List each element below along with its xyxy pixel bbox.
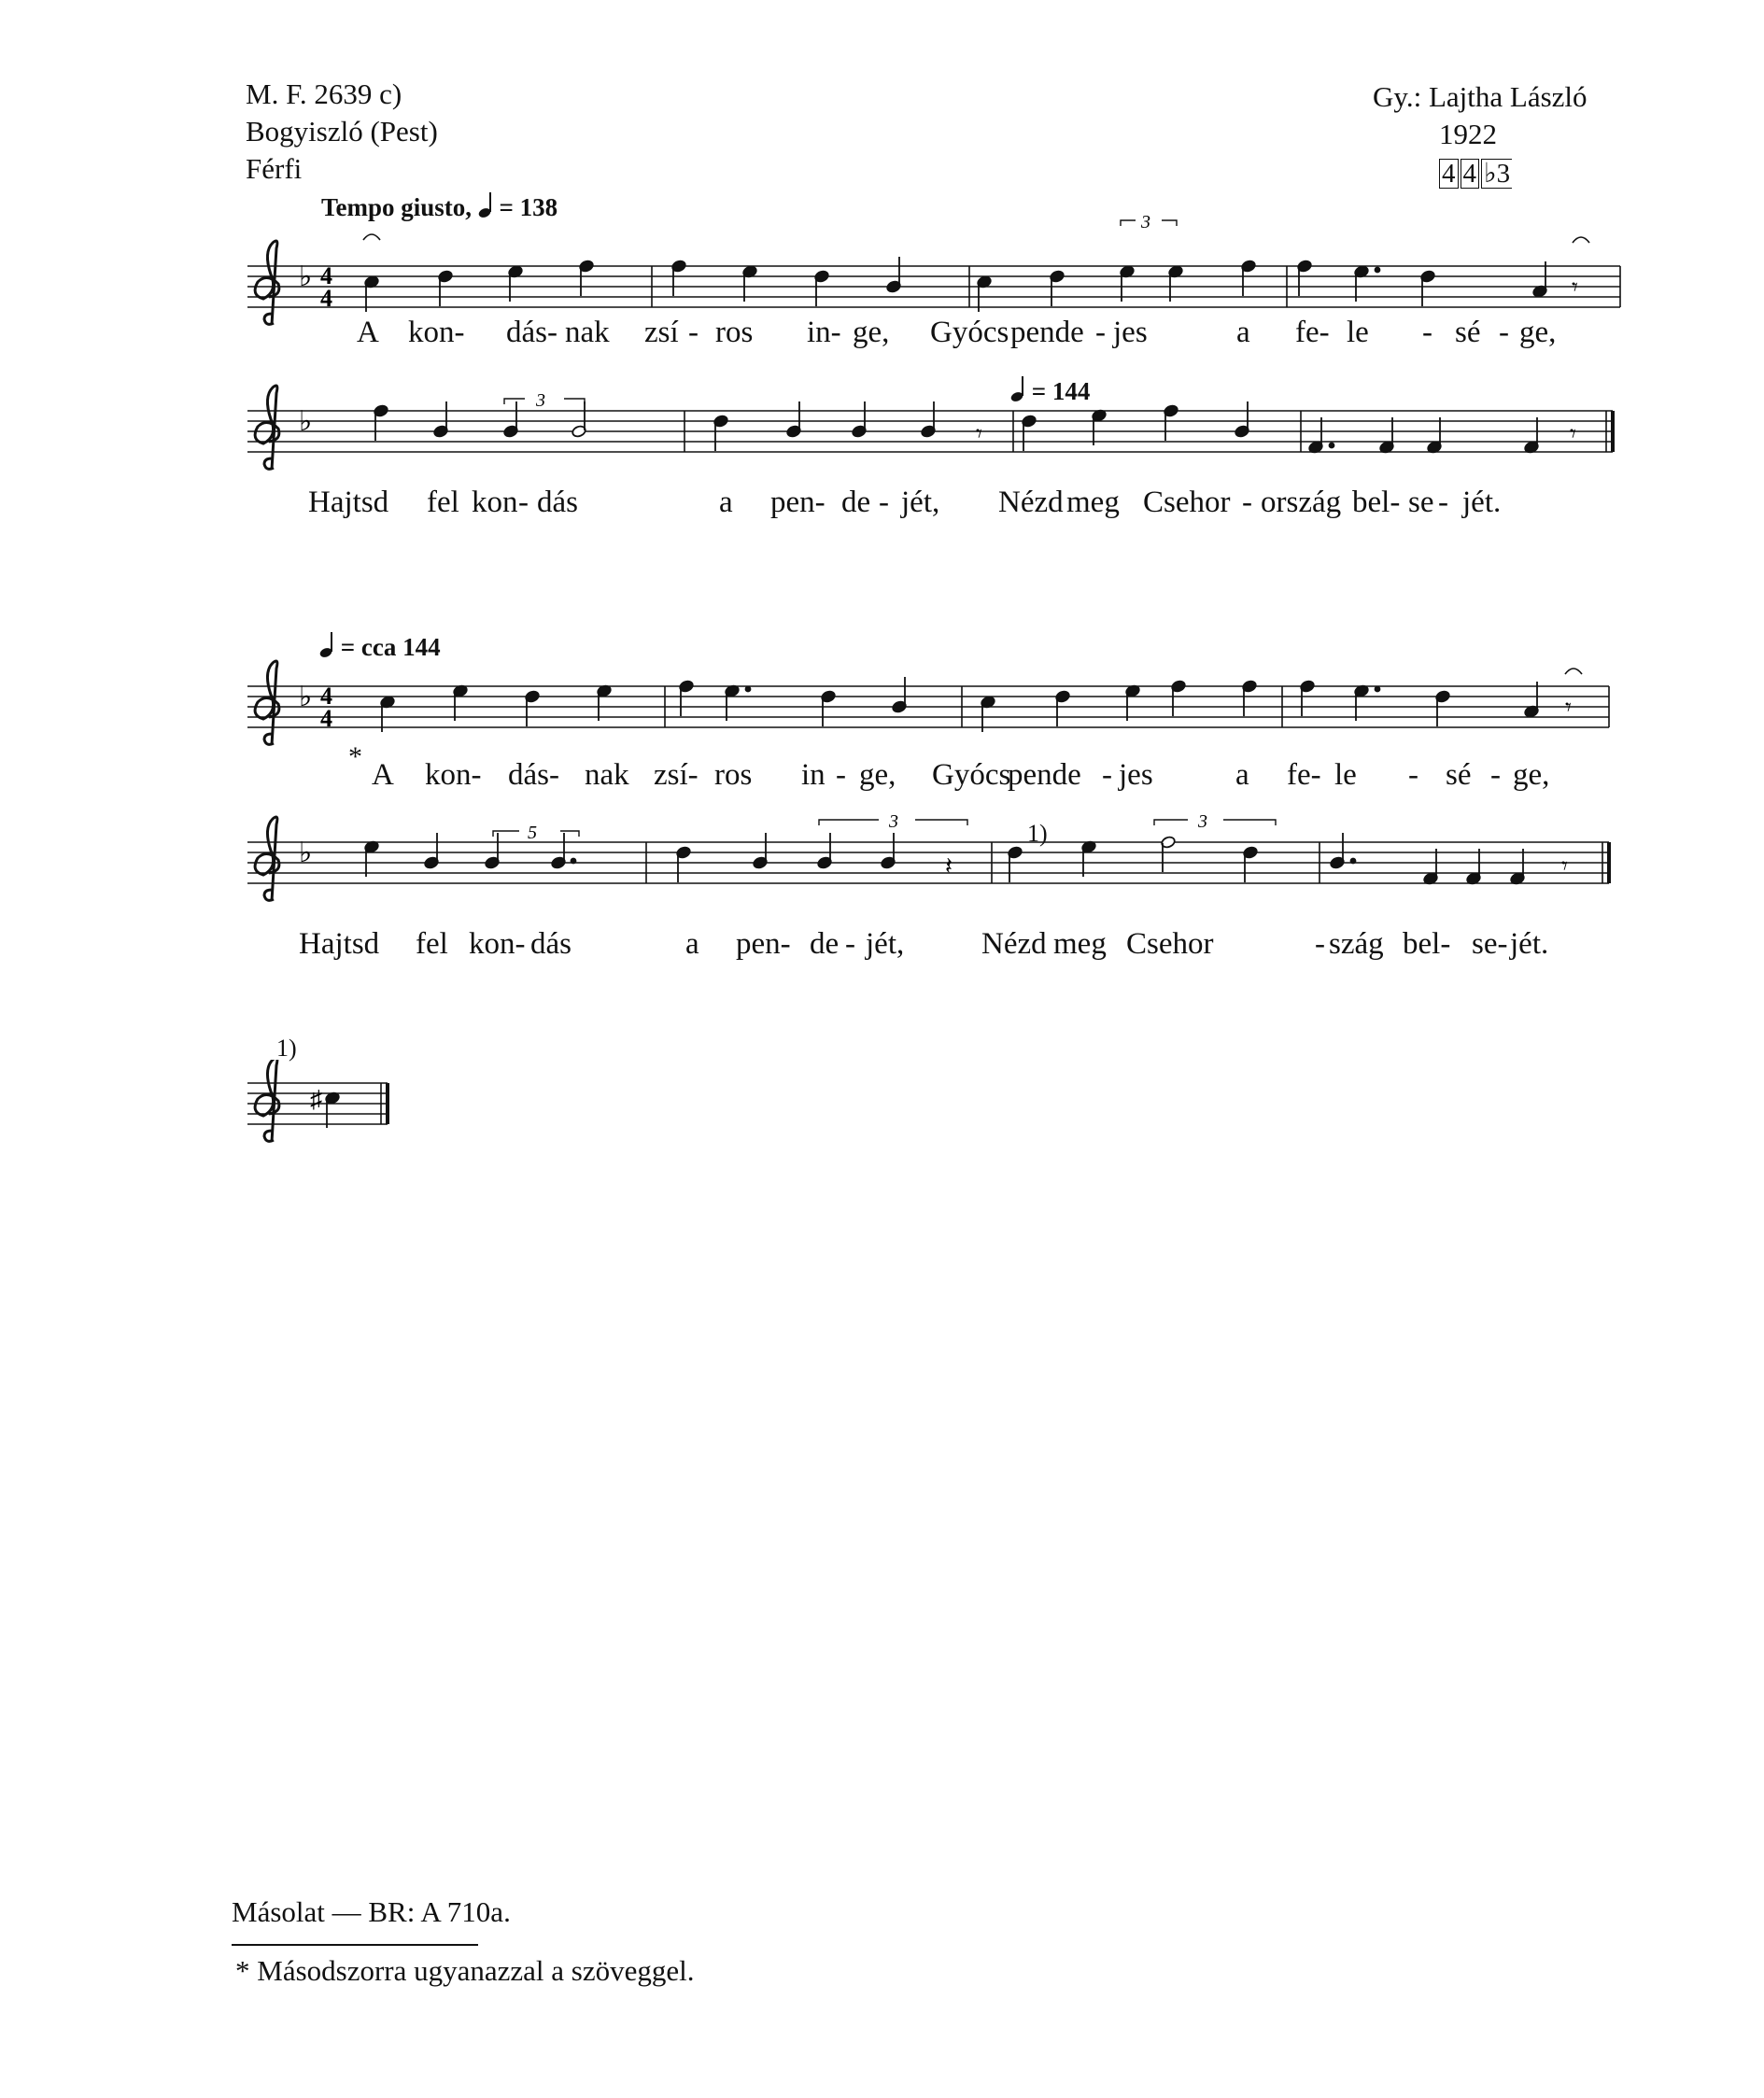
lyric-syllable: - (1315, 927, 1325, 961)
lyric-syllable: Csehor (1126, 927, 1214, 961)
note (503, 401, 519, 438)
note (364, 840, 380, 877)
staff-system-4 (0, 803, 1764, 924)
lyric-syllable: ge, (859, 758, 896, 792)
lyric-syllable: - (1499, 316, 1509, 349)
fermata-icon (1565, 669, 1582, 674)
lyric-syllable: meg (1066, 486, 1120, 519)
lyric-syllable: - (845, 927, 855, 961)
note (597, 684, 613, 721)
note (679, 680, 695, 716)
note (1242, 680, 1258, 716)
lyric-syllable: bel- (1352, 486, 1401, 519)
note (1164, 404, 1179, 441)
lyric-syllable: se- (1472, 927, 1508, 961)
note (852, 401, 868, 438)
note (485, 833, 501, 869)
note (1354, 265, 1380, 302)
lyric-syllable: fe- (1287, 758, 1321, 792)
note (1427, 417, 1443, 454)
fermata-icon (363, 234, 380, 240)
note (1379, 417, 1395, 454)
note (1297, 260, 1313, 296)
time-signature-bottom: 4 (320, 705, 332, 732)
lyric-syllable: a (685, 927, 699, 961)
note (1171, 680, 1187, 716)
note (424, 833, 440, 869)
note (433, 401, 449, 438)
note (786, 401, 802, 438)
classification-box-3: ♭3 (1481, 159, 1512, 189)
variant-marker: 1) (1027, 820, 1048, 847)
collection-year: 1922 (1439, 118, 1497, 150)
note (725, 684, 751, 721)
lyric-syllable: meg (1053, 927, 1107, 961)
lyric-syllable: ge, (853, 316, 890, 349)
lyric-syllable: jét. (1462, 486, 1502, 519)
footnote-divider (232, 1944, 478, 1946)
note (671, 260, 687, 296)
note (1330, 833, 1356, 869)
note (1055, 690, 1071, 726)
note (1008, 846, 1023, 882)
lyric-syllable: jét, (901, 486, 940, 519)
variant-note-staff (0, 1060, 1764, 1153)
classification-box-2: 4 (1461, 159, 1480, 189)
copy-note: Másolat — BR: A 710a. (232, 1895, 511, 1928)
note (881, 833, 896, 869)
tempo-label: Tempo giusto, (321, 193, 473, 221)
lyric-syllable: A (357, 316, 379, 349)
tuplet-number: 3 (1141, 215, 1150, 232)
lyric-syllable: bel- (1403, 927, 1451, 961)
lyric-syllable: - (1102, 758, 1112, 792)
lyric-syllable: - (1490, 758, 1501, 792)
lyric-syllable: jét, (866, 927, 905, 961)
note (579, 260, 595, 296)
lyric-syllable: kon (472, 486, 518, 519)
staff-system-3 (0, 654, 1764, 775)
lyric-syllable: in- (807, 316, 841, 349)
eighth-rest-icon: 𝄾 (1572, 274, 1578, 301)
key-signature-flat-icon: ♭ (299, 682, 313, 712)
note (1235, 401, 1250, 438)
lyric-syllable: pende (1008, 758, 1081, 792)
note (1524, 417, 1540, 454)
lyric-syllable: fe- (1295, 316, 1330, 349)
note (1241, 260, 1257, 296)
note (1168, 265, 1184, 302)
lyric-syllable: dás- (506, 316, 557, 349)
note (742, 265, 758, 302)
note (981, 696, 996, 732)
key-signature-flat-icon: ♭ (299, 261, 313, 292)
note (814, 270, 830, 306)
lyric-syllable: pende (1010, 316, 1084, 349)
time-signature-top: 4 (320, 262, 332, 289)
classification-code (1439, 159, 1514, 189)
variant-note-label: 1) (276, 1035, 297, 1062)
lyric-syllable: le (1334, 758, 1357, 792)
sharp-icon: ♯ (310, 1086, 322, 1113)
lyric-syllable: - (1438, 486, 1448, 519)
note (886, 257, 902, 293)
note (1125, 684, 1141, 721)
lyric-syllable: nak (585, 758, 629, 792)
note (1050, 270, 1065, 306)
lyric-syllable: de (841, 486, 871, 519)
place-of-collection: Bogyiszló (Pest) (246, 115, 438, 148)
lyric-syllable: ros (715, 316, 754, 349)
key-signature-flat-icon: ♭ (299, 406, 313, 437)
lyric-syllable: - (879, 486, 889, 519)
eighth-rest-icon: 𝄾 (976, 420, 982, 447)
lyric-syllable: de (810, 927, 840, 961)
catalog-number: M. F. 2639 c) (246, 77, 402, 110)
lyric-syllable: se (1408, 486, 1434, 519)
note (453, 684, 469, 721)
note (1161, 836, 1177, 872)
note (1510, 849, 1526, 885)
note (1022, 415, 1037, 451)
note (821, 690, 837, 726)
lyric-syllable: ros (714, 758, 753, 792)
tempo-change-value: = 144 (1031, 377, 1091, 405)
lyric-syllable: a (1236, 316, 1250, 349)
lyric-syllable: jét. (1510, 927, 1549, 961)
note (364, 275, 380, 312)
collector: Gy.: Lajtha László (1373, 80, 1588, 113)
eighth-rest-icon: 𝄾 (1570, 420, 1576, 447)
lyric-syllable: A (372, 758, 394, 792)
key-signature-flat-icon: ♭ (299, 838, 313, 868)
footnote: * Másodszorra ugyanazzal a szöveggel. (235, 1954, 695, 1987)
note (676, 846, 692, 882)
lyric-syllable: jes (1119, 758, 1153, 792)
lyric-syllable: Nézd (981, 927, 1047, 961)
treble-clef-icon (255, 817, 279, 901)
lyric-syllable: - (688, 316, 699, 349)
lyric-syllable: - (1095, 316, 1106, 349)
lyric-syllable: - (1408, 758, 1418, 792)
quarter-rest-icon: 𝄽 (945, 852, 953, 880)
note (374, 404, 389, 441)
tuplet-bracket (1154, 820, 1276, 825)
lyric-syllable: a (1235, 758, 1249, 792)
lyric-syllable: sé (1455, 316, 1481, 349)
tuplet-number: 5 (528, 823, 537, 843)
tuplet-number: 3 (889, 811, 898, 832)
time-signature-top: 4 (320, 683, 332, 710)
note (1420, 270, 1436, 306)
staff-system-2 (0, 369, 1764, 490)
lyric-syllable: Gyócs (932, 758, 1011, 792)
note (1308, 417, 1334, 454)
lyric-syllable: zsí (644, 316, 679, 349)
lyric-syllable: sé (1446, 758, 1472, 792)
lyric-syllable: Hajtsd (299, 927, 380, 961)
note (1120, 265, 1136, 302)
fermata-icon (1573, 237, 1589, 243)
treble-clef-icon (255, 1060, 279, 1142)
note (977, 275, 993, 312)
lyric-syllable: dás (530, 927, 572, 961)
tempo-value-variant-b: = cca 144 (340, 633, 441, 661)
treble-clef-icon (255, 661, 279, 745)
treble-clef-icon (255, 386, 279, 470)
lyric-syllable: pen- (770, 486, 826, 519)
note (713, 415, 729, 451)
tuplet-number: 3 (1198, 811, 1207, 832)
lyric-syllable: pen- (736, 927, 791, 961)
tempo-value: = 138 (499, 193, 558, 221)
tuplet-number: 3 (536, 390, 545, 411)
note (1532, 261, 1548, 298)
note (921, 401, 937, 438)
lyric-syllable: kon- (469, 927, 526, 961)
lyric-syllable: fel (416, 927, 448, 961)
lyric-syllable: Nézd (998, 486, 1064, 519)
eighth-rest-icon: 𝄾 (1561, 852, 1568, 880)
lyric-syllable: szág (1329, 927, 1384, 961)
lyric-syllable: kon- (425, 758, 482, 792)
note (551, 833, 576, 869)
lyric-syllable: a (719, 486, 733, 519)
note (380, 696, 396, 732)
lyric-syllable: - (836, 758, 846, 792)
note (572, 401, 587, 438)
note (438, 270, 454, 306)
lyric-syllable: kon- (408, 316, 465, 349)
lyric-syllable: fel (427, 486, 459, 519)
lyric-syllable: Hajtsd (308, 486, 389, 519)
note (1092, 409, 1108, 445)
note (1243, 846, 1259, 882)
note (508, 265, 524, 302)
lyric-syllable: - (1242, 486, 1252, 519)
lyric-syllable: - (1422, 316, 1432, 349)
lyric-syllable: in (801, 758, 826, 792)
lyric-syllable: jes (1113, 316, 1148, 349)
note (1300, 680, 1316, 716)
note (1466, 849, 1482, 885)
note (325, 1091, 341, 1128)
lyric-syllable: Gyócs (930, 316, 1009, 349)
lyric-syllable: ge, (1519, 316, 1557, 349)
lyric-syllable: - (518, 486, 529, 519)
lyric-syllable: zsí- (654, 758, 699, 792)
lyric-syllable: nak (565, 316, 610, 349)
treble-clef-icon (255, 241, 279, 325)
note (1423, 849, 1439, 885)
lyric-syllable: dás (537, 486, 578, 519)
eighth-rest-icon: 𝄾 (1565, 694, 1572, 721)
footnote-reference-mark: * (348, 741, 362, 772)
note (1524, 682, 1540, 718)
time-signature-bottom: 4 (320, 285, 332, 312)
performer: Férfi (246, 152, 303, 185)
lyric-syllable: ge, (1513, 758, 1550, 792)
note (1354, 684, 1380, 721)
lyric-syllable: le (1347, 316, 1369, 349)
lyric-syllable: ország (1261, 486, 1342, 519)
lyric-syllable: dás- (508, 758, 559, 792)
note (753, 833, 769, 869)
lyric-syllable: Csehor (1143, 486, 1231, 519)
note (525, 690, 541, 726)
note (1435, 690, 1451, 726)
note (1081, 840, 1097, 877)
note (892, 677, 908, 713)
classification-box-1: 4 (1439, 159, 1459, 189)
note (817, 833, 833, 869)
